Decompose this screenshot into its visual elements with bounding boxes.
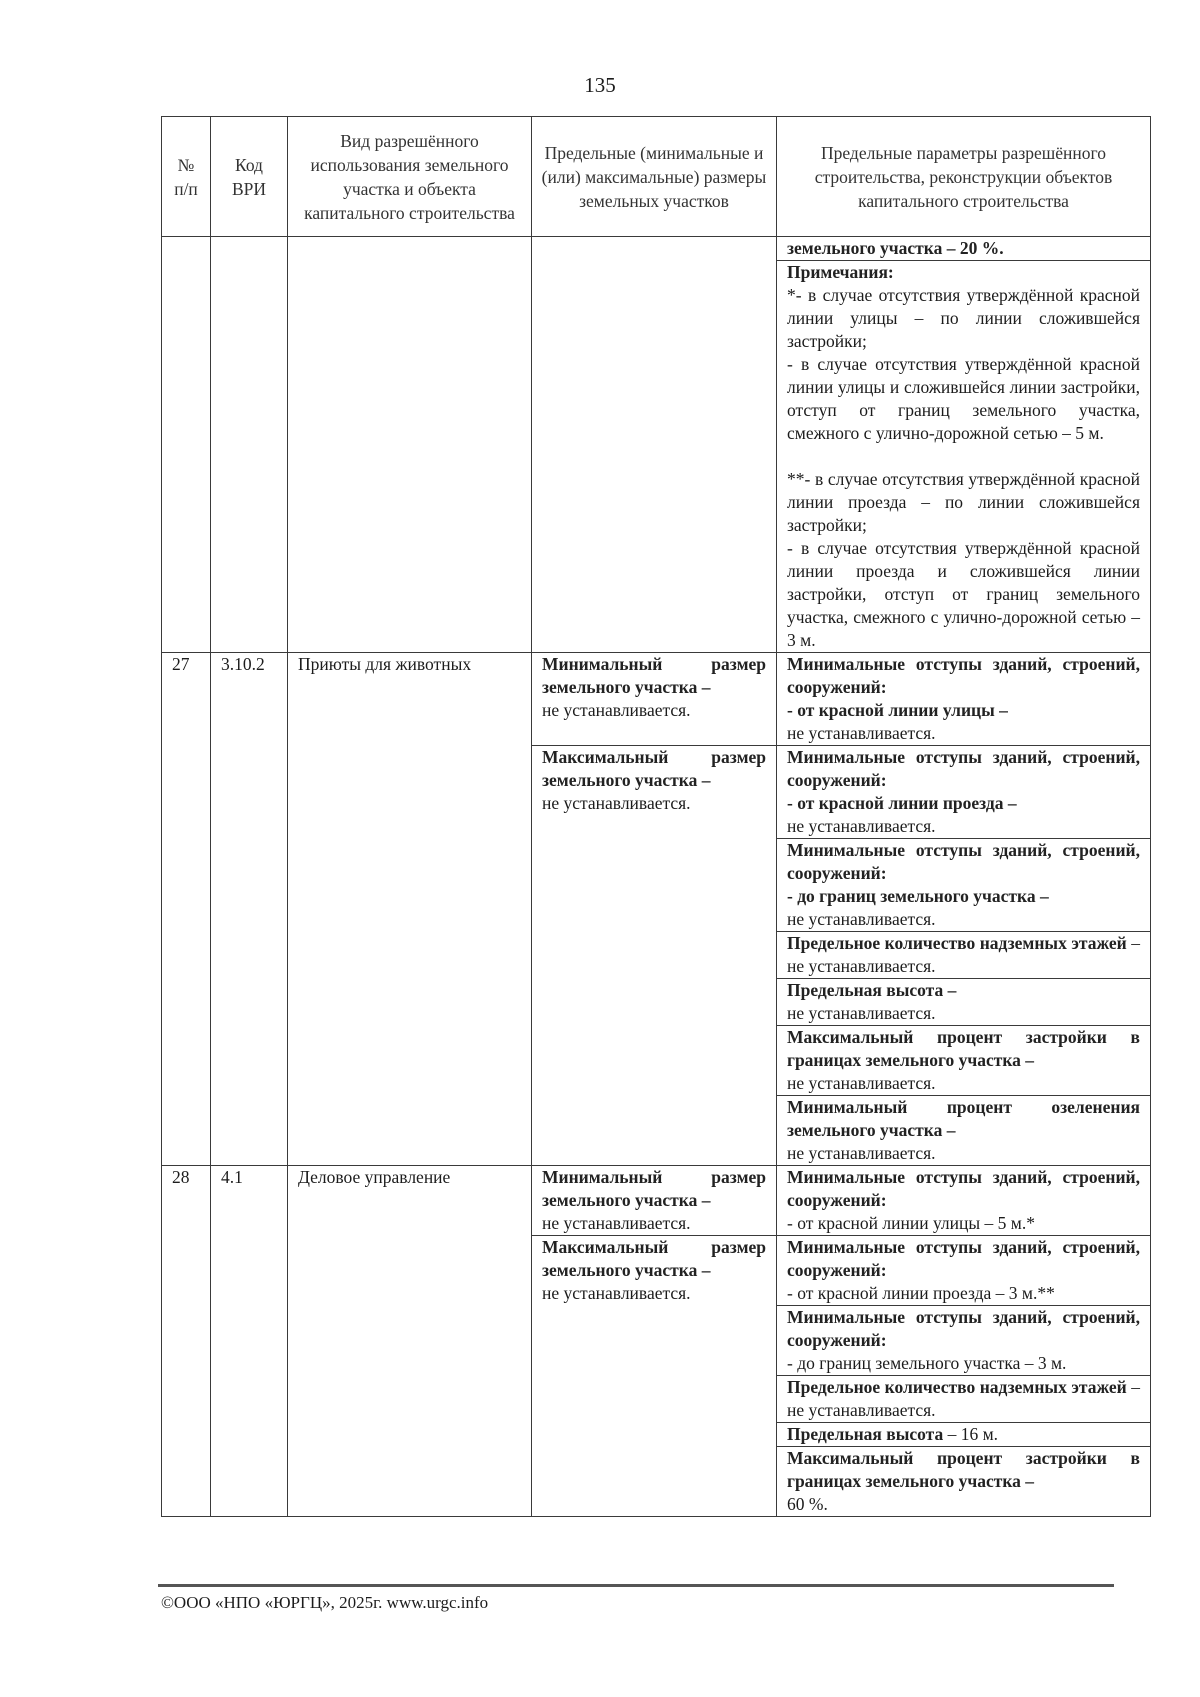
header-params: Предельные параметры разрешённого строительства, реконструкции объектов капитального строительства [777,117,1151,237]
row28-param-3 [777,1306,1151,1376]
row28-lot-min-value: не устанавливается. [542,1213,691,1233]
row27-p5-value: не устанавливается. [787,1003,936,1023]
row27-p5-title: Предельная высота – [787,980,957,1000]
row28-p4-value: – не устанавливается. [787,1377,1141,1420]
row27-p1-title: Минимальные отступы зданий, строений, сооружений: [787,654,1140,697]
row27-p7-value: не устанавливается. [787,1143,936,1163]
cell-lot-empty [532,237,777,653]
row28-lot-max [532,1236,777,1517]
row27-lot-min-value: не устанавливается. [542,700,691,720]
note-1a: *- в случае отсутствия утверждённой красной линии улицы – по линии сложившейся застройки; [787,285,1140,351]
row27-p3-title: Минимальные отступы зданий, строений, сооружений: [787,840,1140,883]
row27-p7-title: Минимальный процент озеленения земельного участка – [787,1097,1140,1140]
note-2b: - в случае отсутствия утверждённой красной линии проезда и сложившейся линии застройки, отступ от границ земельного участка, смежного с улично-дорожной сетью – 3 м. [787,538,1140,650]
row28-kind: Деловое управление [288,1166,532,1517]
cell-kind-empty [288,237,532,653]
row28-p4-title: Предельное количество надземных этажей [787,1377,1127,1397]
row27-lot-max [532,746,777,1166]
row27-param-2 [777,746,1151,839]
row28-p3-title: Минимальные отступы зданий, строений, сооружений: [787,1307,1140,1350]
notes-cell [777,261,1151,653]
header-num: № п/п [162,117,211,237]
row27-param-5 [777,979,1151,1026]
footer-divider [158,1584,1114,1587]
row28-lot-max-value: не устанавливается. [542,1283,691,1303]
param-end: земельного участка – 20 %. [787,238,1004,258]
row27-lot-min [532,653,777,746]
table-row [162,653,1151,746]
row28-param-2 [777,1236,1151,1306]
header-lot-size: Предельные (минимальные и (или) максимальные) размеры земельных участков [532,117,777,237]
row28-param-4 [777,1376,1151,1423]
row28-param-1 [777,1166,1151,1236]
row27-lot-max-title: Максимальный размер земельного участка – [542,747,766,790]
note-1b: - в случае отсутствия утверждённой красной линии улицы и сложившейся линии застройки, отступ от границ земельного участка, смежного с улично-дорожной сетью – 5 м. [787,354,1140,443]
param-cell [777,237,1151,261]
row27-p3-sub: - до границ земельного участка – [787,886,1049,906]
note-2a: **- в случае отсутствия утверждённой красной линии проезда – по линии сложившейся застройки; [787,469,1140,535]
row27-p1-sub: - от красной линии улицы – [787,700,1008,720]
row28-p3-value: - до границ земельного участка – 3 м. [787,1353,1067,1373]
row28-lot-min-title: Минимальный размер земельного участка – [542,1167,766,1210]
row28-lot-min [532,1166,777,1236]
row28-num: 28 [162,1166,211,1517]
row28-p6-title: Максимальный процент застройки в границах земельного участка – [787,1448,1140,1491]
row28-p5-value: – 16 м. [943,1424,999,1444]
notes-title: Примечания: [787,262,894,282]
cell-num-empty [162,237,211,653]
row27-code: 3.10.2 [211,653,288,1166]
row28-p5-title: Предельная высота [787,1424,944,1444]
row28-p1-title: Минимальные отступы зданий, строений, сооружений: [787,1167,1140,1210]
header-kind: Вид разрешённого использования земельного участка и объекта капитального строительства [288,117,532,237]
row27-num: 27 [162,653,211,1166]
row28-p1-value: - от красной линии улицы – 5 м.* [787,1213,1035,1233]
row27-p6-title: Максимальный процент застройки в границах земельного участка – [787,1027,1140,1070]
row28-p2-title: Минимальные отступы зданий, строений, сооружений: [787,1237,1140,1280]
row28-code: 4.1 [211,1166,288,1517]
cell-code-empty [211,237,288,653]
header-code: Код ВРИ [211,117,288,237]
row28-p6-value: 60 %. [787,1494,828,1514]
row27-p4-title: Предельное количество надземных этажей [787,933,1127,953]
row28-p2-value: - от красной линии проезда – 3 м.** [787,1283,1055,1303]
table-row [162,1166,1151,1236]
row28-lot-max-title: Максимальный размер земельного участка – [542,1237,766,1280]
row27-param-7 [777,1096,1151,1166]
row27-param-6 [777,1026,1151,1096]
row27-p2-value: не устанавливается. [787,816,936,836]
row27-p3-value: не устанавливается. [787,909,936,929]
row27-p2-sub: - от красной линии проезда – [787,793,1017,813]
table-row [162,237,1151,261]
row27-p4-value: – не устанавливается. [787,933,1141,976]
row27-param-4 [777,932,1151,979]
row27-param-1 [777,653,1151,746]
row27-lot-max-value: не устанавливается. [542,793,691,813]
row27-kind: Приюты для животных [288,653,532,1166]
table-header-row [162,117,1151,237]
footer-copyright: ©ООО «НПО «ЮРГЦ», 2025г. www.urgc.info [161,1593,489,1612]
row27-lot-min-title: Минимальный размер земельного участка – [542,654,766,697]
row28-param-6 [777,1447,1151,1517]
regulations-table [161,116,1151,1517]
row27-p2-title: Минимальные отступы зданий, строений, сооружений: [787,747,1140,790]
row27-param-3 [777,839,1151,932]
row27-p6-value: не устанавливается. [787,1073,936,1093]
page-number: 135 [584,73,616,97]
row28-param-5 [777,1423,1151,1447]
row27-p1-value: не устанавливается. [787,723,936,743]
